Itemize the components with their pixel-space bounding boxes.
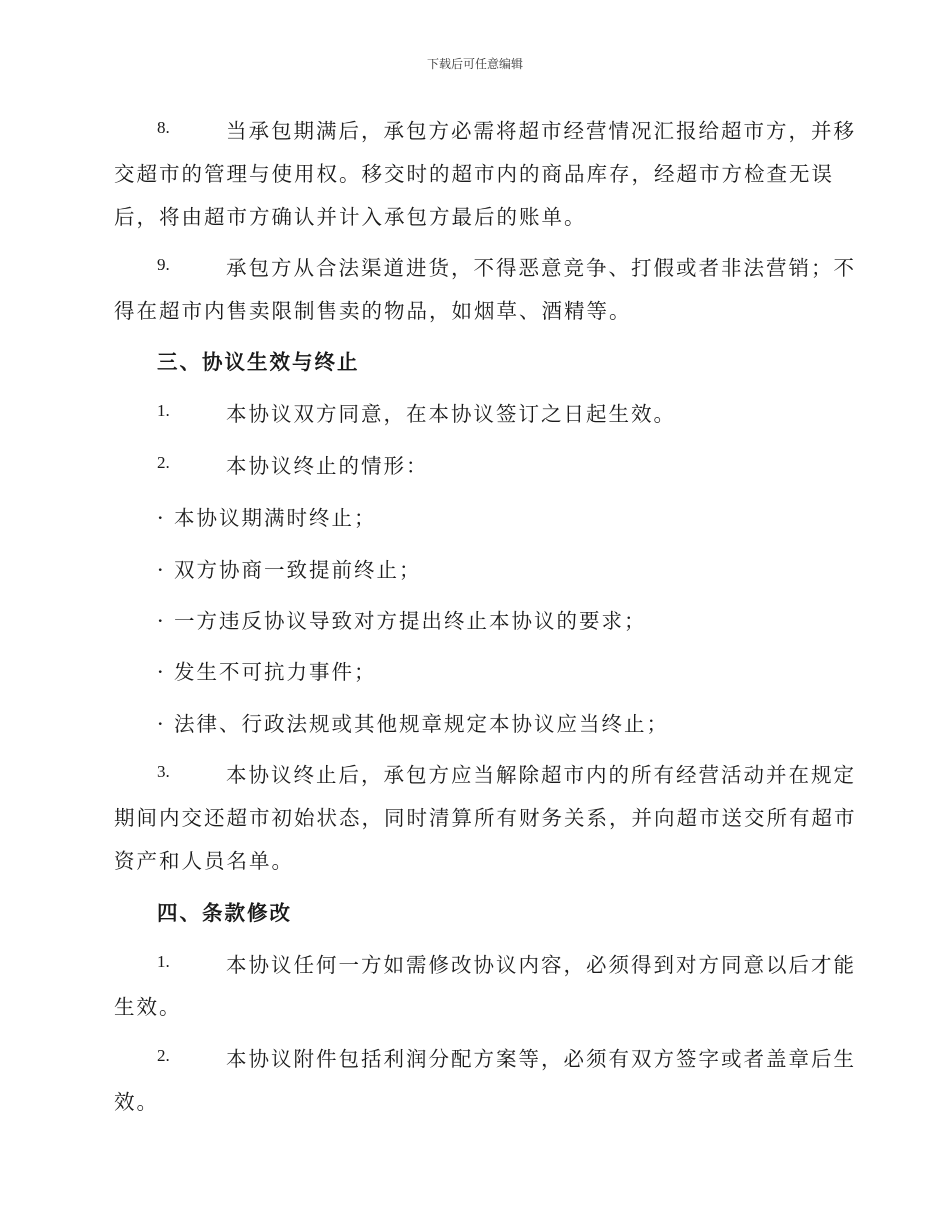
section-4-item-2-line-1: 本协议附件包括利润分配方案等，必须有双方签字或者盖章后生: [226, 1047, 856, 1071]
section-3-item-3-line-3: 资产和人员名单。: [114, 849, 294, 873]
section-4-item-2-line-2: 效。: [114, 1090, 159, 1114]
item-8-line-1: 当承包期满后，承包方必需将超市经营情况汇报给超市方，并移: [226, 119, 856, 143]
item-9-line-2: 得在超市内售卖限制售卖的物品，如烟草、酒精等。: [114, 299, 632, 323]
item-8-line-3: 后，将由超市方确认并计入承包方最后的账单。: [114, 205, 587, 229]
section-4-item-1-line-1: 本协议任何一方如需修改协议内容，必须得到对方同意以后才能: [226, 953, 856, 977]
section-3-item-1-text: 本协议双方同意，在本协议签订之日起生效。: [226, 402, 676, 426]
bullet-item: · 双方协商一致提前终止；: [157, 558, 422, 582]
page-header: 下载后可任意编辑: [426, 57, 523, 71]
section-3-item-3-line-1: 本协议终止后，承包方应当解除超市内的所有经营活动并在规定: [226, 763, 856, 787]
section-4-item-2-number: 2.: [157, 1046, 170, 1065]
section-4-title: 四、条款修改: [157, 901, 292, 925]
section-4-item-1-line-2: 生效。: [114, 995, 182, 1019]
bullet-item: · 法律、行政法规或其他规章规定本协议应当终止；: [157, 712, 670, 736]
section-4-item-1-number: 1.: [157, 952, 170, 971]
section-3-item-3-line-2: 期间内交还超市初始状态，同时清算所有财务关系，并向超市送交所有超市: [114, 806, 857, 830]
bullet-item: · 本协议期满时终止；: [157, 506, 377, 530]
section-3-item-2-number: 2.: [157, 453, 170, 472]
item-8-line-2: 交超市的管理与使用权。移交时的超市内的商品库存，经超市方检查无误: [114, 162, 834, 186]
section-3-title: 三、协议生效与终止: [157, 350, 360, 374]
section-3-item-2-text: 本协议终止的情形：: [226, 454, 429, 478]
section-3-item-3-number: 3.: [157, 762, 170, 781]
bullet-item: · 发生不可抗力事件；: [157, 660, 377, 684]
item-9-line-1: 承包方从合法渠道进货，不得恶意竞争、打假或者非法营销；不: [226, 256, 856, 280]
item-8-number: 8.: [157, 118, 170, 137]
bullet-item: · 一方违反协议导致对方提出终止本协议的要求；: [157, 609, 647, 633]
item-9-number: 9.: [157, 255, 170, 274]
section-3-item-1-number: 1.: [157, 401, 170, 420]
